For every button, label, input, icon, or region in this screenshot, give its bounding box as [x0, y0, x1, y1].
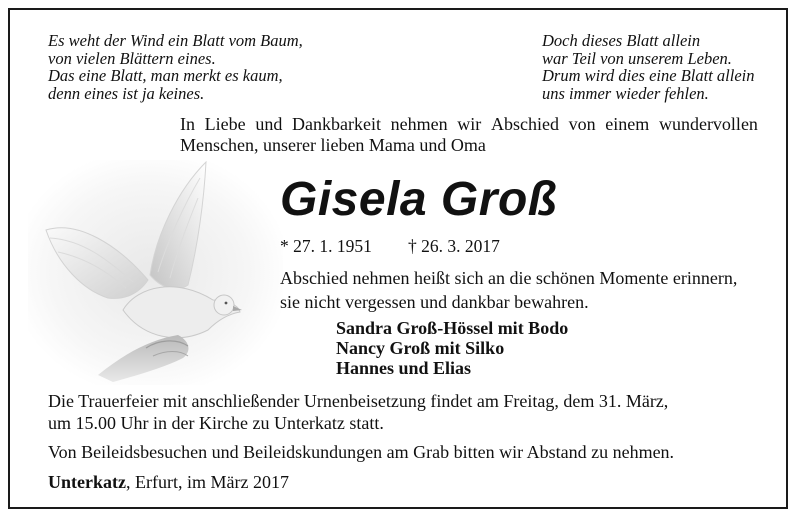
poem-line: Drum wird dies eine Blatt allein [542, 66, 755, 85]
poem-line: denn eines ist ja keines. [48, 83, 205, 103]
poem-left [48, 32, 303, 102]
poem-line: war Teil von unserem Leben. [542, 48, 732, 68]
deceased-name: Gisela Groß [280, 173, 558, 226]
poem-line: Doch dieses Blatt allein [542, 31, 701, 50]
condolence-note: Von Beileidsbesuchen und Beileidskundungen am Grab bitten wir Abstand zu nehmen. [48, 442, 675, 462]
intro-word: einem [605, 114, 650, 134]
intro-word: nehmen [390, 114, 448, 134]
family-member: Sandra Groß-Hössel mit Bodo [336, 318, 569, 338]
family-member: Hannes und Elias [336, 358, 472, 378]
intro-word: Liebe [204, 114, 246, 134]
intro-text [180, 114, 758, 156]
intro-word: wundervollen [658, 114, 758, 134]
poem-line: uns immer wieder fehlen. [542, 83, 709, 103]
service-info [48, 390, 668, 434]
service-line: Die Trauerfeier mit anschließender Urnenbeisetzung findet am Freitag, dem 31. März, [48, 391, 669, 411]
poem-line: Das eine Blatt, man merkt es kaum, [48, 66, 283, 85]
family-signatures [336, 318, 568, 378]
intro-word: In [180, 114, 195, 134]
dove-in-hands-image [28, 160, 283, 385]
date-line: , Erfurt, im März 2017 [125, 472, 289, 492]
intro-line-2: Menschen, unserer lieben Mama und Oma [180, 135, 486, 155]
family-member: Nancy Groß mit Silko [336, 338, 505, 358]
farewell-line: Abschied nehmen heißt sich an die schönen Momente erinnern, [280, 268, 738, 288]
place-date-line [48, 472, 289, 493]
farewell-line: sie nicht vergessen und dankbar bewahren. [280, 292, 589, 312]
obituary-frame [8, 8, 788, 509]
death-date: † 26. 3. 2017 [408, 236, 500, 256]
intro-word: von [568, 114, 596, 134]
intro-word: Abschied [490, 114, 559, 134]
service-line: um 15.00 Uhr in der Kirche zu Unterkatz statt. [48, 413, 384, 433]
intro-word: und [255, 114, 283, 134]
poem-line: Es weht der Wind ein Blatt vom Baum, [48, 31, 303, 50]
poem-line: von vielen Blättern eines. [48, 48, 216, 68]
place-name: Unterkatz [48, 472, 126, 492]
farewell-text [280, 266, 737, 314]
intro-word: Dankbarkeit [292, 114, 381, 134]
poem-right [542, 32, 755, 102]
birth-date: * 27. 1. 1951 [280, 236, 372, 256]
intro-line-1 [180, 114, 758, 135]
intro-word: wir [457, 114, 482, 134]
